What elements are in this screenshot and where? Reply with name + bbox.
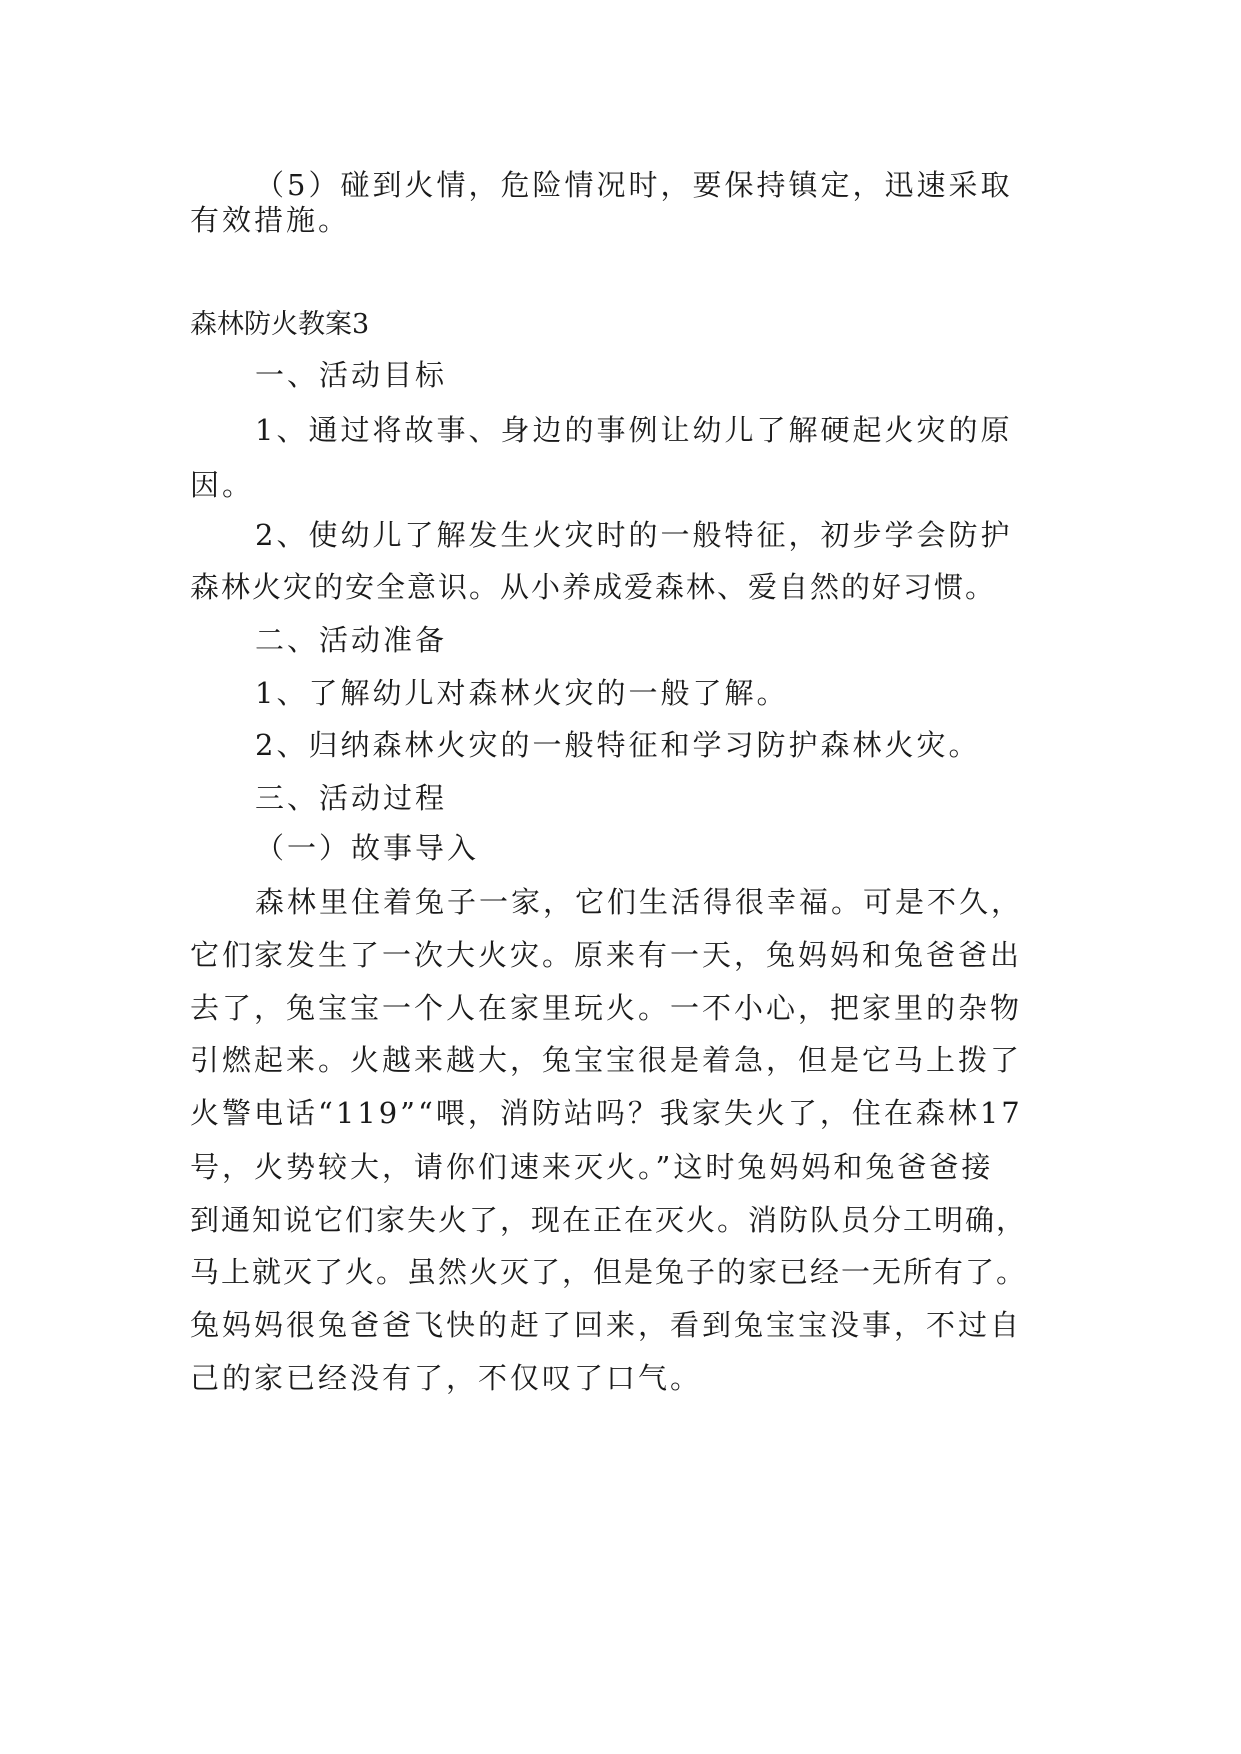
section-title: 森林防火教案3 — [190, 309, 370, 340]
heading-line: 一、活动目标 — [255, 358, 448, 392]
paragraph-line: 森林火灾的安全意识。从小养成爱森林、爱自然的好习惯。 — [190, 570, 997, 604]
paragraph-line: 1、通过将故事、身边的事例让幼儿了解硬起火灾的原 — [255, 413, 1013, 447]
paragraph-line: 有效措施。 — [190, 203, 351, 237]
paragraph-line: 因。 — [190, 468, 255, 502]
paragraph-line: 火警电话“119”“喂，消防站吗？我家失火了，住在森林17 — [190, 1096, 1023, 1130]
paragraph-line: 2、归纳森林火灾的一般特征和学习防护森林火灾。 — [255, 728, 981, 762]
heading-line: （一）故事导入 — [255, 831, 480, 865]
heading-line: 二、活动准备 — [255, 623, 448, 657]
paragraph-line: 引燃起来。火越来越大，兔宝宝很是着急，但是它马上拨了 — [190, 1043, 1023, 1077]
paragraph-line: （5）碰到火情，危险情况时，要保持镇定，迅速采取 — [255, 168, 1013, 202]
paragraph-line: 它们家发生了一次大火灾。原来有一天，兔妈妈和兔爸爸出 — [190, 938, 1023, 972]
paragraph-line: 己的家已经没有了，不仅叹了口气。 — [190, 1361, 703, 1395]
paragraph-line: 马上就灭了火。虽然火灭了，但是兔子的家已经一无所有了。 — [190, 1255, 1028, 1289]
paragraph-line: 森林里住着兔子一家，它们生活得很幸福。可是不久， — [255, 885, 1024, 919]
paragraph-line: 到通知说它们家失火了，现在正在灭火。消防队员分工明确， — [190, 1203, 1028, 1237]
paragraph-line: 兔妈妈很兔爸爸飞快的赶了回来，看到兔宝宝没事，不过自 — [190, 1308, 1023, 1342]
paragraph-line: 2、使幼儿了解发生火灾时的一般特征，初步学会防护 — [255, 518, 1013, 552]
paragraph-line: 1、了解幼儿对森林火灾的一般了解。 — [255, 676, 789, 710]
heading-line: 三、活动过程 — [255, 781, 448, 815]
paragraph-line: 号，火势较大，请你们速来灭火。”这时兔妈妈和兔爸爸接 — [190, 1150, 994, 1184]
paragraph-line: 去了，兔宝宝一个人在家里玩火。一不小心，把家里的杂物 — [190, 991, 1023, 1025]
